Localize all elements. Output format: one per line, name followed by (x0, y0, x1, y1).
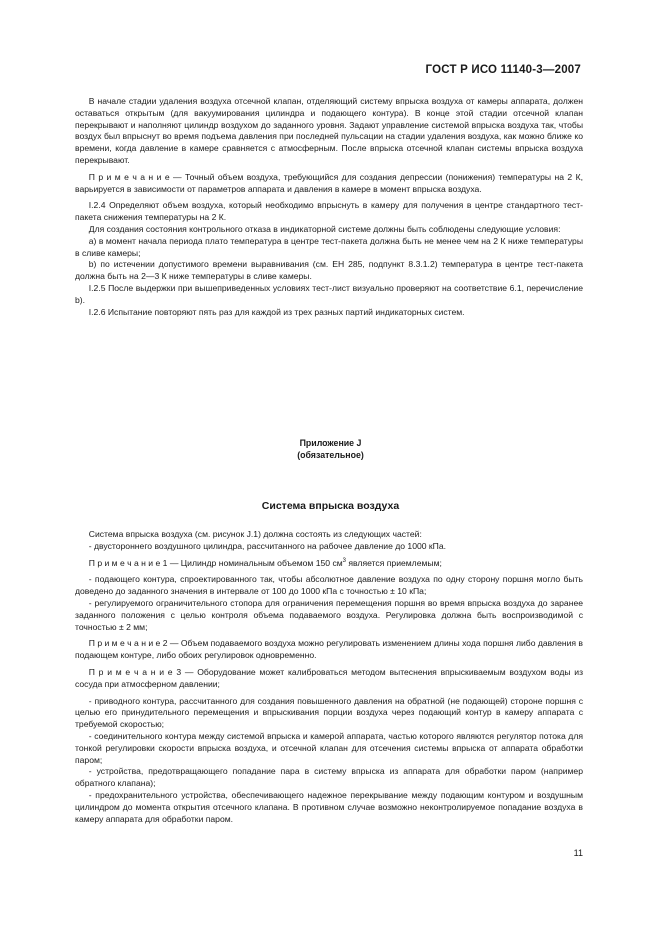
note-3 (75, 667, 583, 691)
section-title: Система впрыска воздуха (261, 500, 400, 512)
clause-i-2-4: I.2.4 Определяют объем воздуха, который необходимо впрыснуть в камеру для получения в центре стандартного тест-пакета снижения температуры на 2 К. (75, 200, 583, 223)
note-2-label: П р и м е ч а н и е 2 (88, 638, 168, 649)
paragraph-air-removal: В начале стадии удаления воздуха отсечной клапан, отделяющий систему впрыска воздуха от камеры аппарата, должен оставаться открытым (для вакуумирования цилиндра и подающего контура). В конце этой стадии отсечной клапан перекрывают и наполняют цилиндр воздухом до заданного уровня. Задают управление системой впрыска воздуха так, чтобы воздух был впрыснут во время подъема давления при последней пульсации на стадии удаления воздуха, как можно ближе ко времени, когда давление в камере сравняется с атмосферным. После впрыска отсечной клапан системы впрыска воздуха перекрывают. (75, 96, 583, 165)
condition-b: b) по истечении допустимого времени выравнивания (см. ЕН 285, подпункт 8.3.1.2) температура в центре тест-пакета должна быть на 2—3 К ниже температуры в сливе камеры. (75, 259, 583, 282)
list-item-safety-device: - предохранительного устройства, обеспечивающего надежное перекрывание между подающим контуром и воздушным цилиндром до момента открытия отсечного клапана. В противном случае возможно неконтролируемое попадание воздуха в камеру аппарата для обработки паром. (75, 789, 583, 824)
note-1-superscript: 3 (342, 557, 347, 564)
clause-i-2-5: I.2.5 После выдержки при вышеприведенных условиях тест-лист визуально проверяют на соответствие 6.1, перечисление b). (75, 282, 583, 305)
top-text-block (75, 96, 583, 318)
list-item-stopper: - регулируемого ограничительного стопора для ограничения перемещения поршня во время впрыска воздуха до заранее заданного положения с целью контроля объема подаваемого воздуха. Регулировка должна быть воспроизводимой с точностью ± 2 мм; (75, 597, 583, 632)
list-item-supply-circuit: - подающего контура, спроектированного так, чтобы абсолютное давление воздуха по одну сторону поршня могло быть доведено до заданного значения в интервале от 100 до 1000 кПа с точностью ± 10 кПа; (75, 574, 583, 597)
note-1-text: — Цилиндр номинальным объемом 150 см (167, 557, 343, 568)
document-header: ГОСТ Р ИСО 11140-3—2007 (425, 64, 581, 76)
note-1-label: П р и м е ч а н и е 1 (88, 557, 168, 568)
list-item-drive-circuit: - приводного контура, рассчитанного для создания повышенного давления на обратной (не подающей) стороне поршня с целью его принудительного перемещения и впрыскивания порции воздуха через подающий контур в камеру аппарата с требуемой скоростью; (75, 695, 583, 730)
note-label: П р и м е ч а н и е (88, 171, 170, 182)
note-text: — Точный объем воздуха, требующийся для создания депрессии (понижения) температуры на 2 К, варьируется в зависимости от параметров аппарата и давления в камере в момент впрыска воздуха. (75, 171, 584, 194)
body-text-block (75, 529, 583, 825)
condition-a: а) в момент начала периода плато температура в центре тест-пакета должна быть не менее чем на 2 К ниже температуры в сливе камеры; (75, 235, 583, 258)
page-number: 11 (573, 848, 583, 858)
appendix-heading (0, 437, 661, 461)
body-intro: Система впрыска воздуха (см. рисунок J.1) должна состоять из следующих частей: (88, 529, 422, 539)
note-1-tail: является приемлемым; (346, 557, 442, 568)
appendix-title: Приложение J (299, 438, 362, 448)
note-1 (75, 558, 583, 570)
paragraph-conditions: Для создания состояния контрольного отказа в индикаторной системе должны быть соблюдены следующие условия: (88, 223, 561, 234)
note-temperature (75, 172, 583, 196)
list-item-cylinder: - двустороннего воздушного цилиндра, рассчитанного на рабочее давление до 1000 кПа. (88, 540, 447, 551)
appendix-status: (обязательное) (297, 450, 364, 460)
note-3-text: — Оборудование может калиброваться методом вытеснения впрыскиваемым воздухом воды из сосуда при атмосферном давлении; (75, 666, 584, 689)
list-item-check-valve: - устройства, предотвращающего попадание пара в систему впрыска из аппарата для обработки паром (например обратного клапана); (75, 766, 583, 789)
note-2 (75, 638, 583, 662)
list-item-connecting-circuit: - соединительного контура между системой впрыска и камерой аппарата, частью которого являются регулятор потока для тонкой регулировки скорости впрыска воздуха, и отсечной клапан для отсечения системы впрыска от аппарата обработки паром; (75, 730, 583, 765)
note-2-text: — Объем подаваемого воздуха можно регулировать изменением длины хода поршня либо давления в подающем контуре, либо обоих регулировок одновременно. (75, 638, 584, 661)
note-3-label: П р и м е ч а н и е 3 (88, 666, 182, 677)
clause-i-2-6: I.2.6 Испытание повторяют пять раз для каждой из трех разных партий индикаторных систем. (88, 306, 465, 317)
